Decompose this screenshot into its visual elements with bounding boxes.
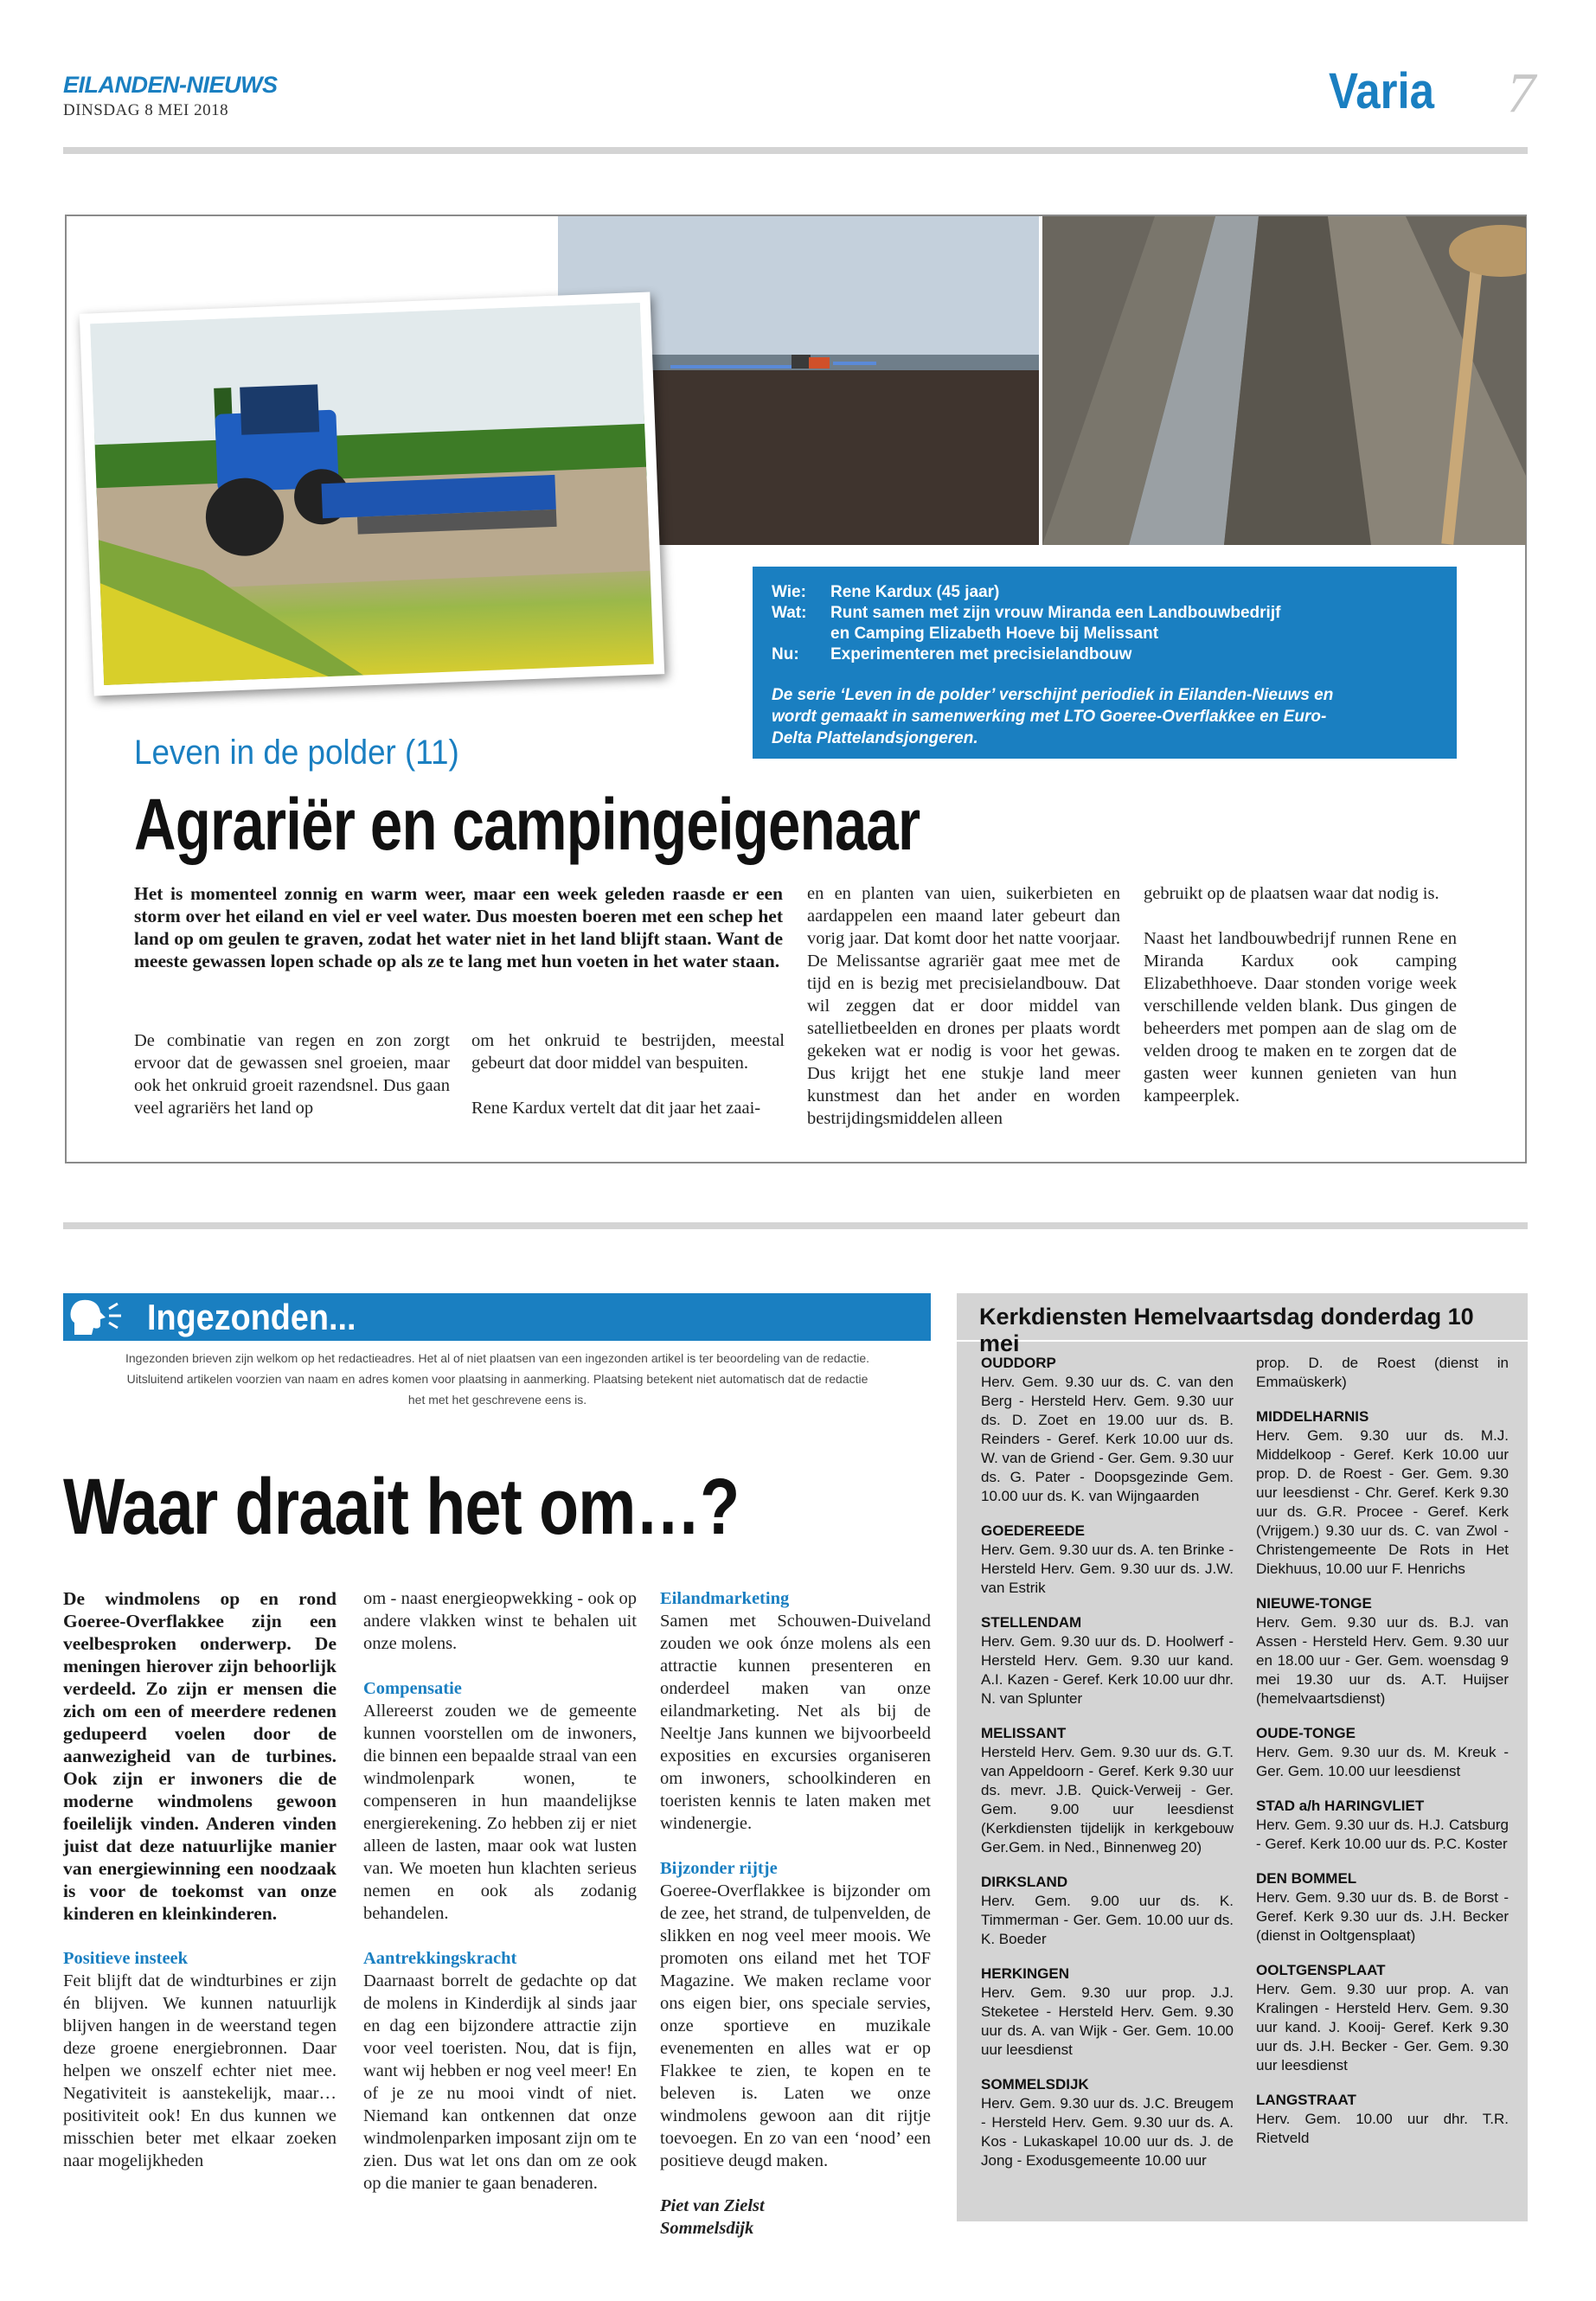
kerkdienst-text: Herv. Gem. 9.30 uur prop. A. van Kralingen - Hersteld Herv. Gem. 9.30 uur kand. J. Kooij- Geref. Kerk 9.30 uur ds. J.H. Becker - Ger. Gem. 9.30 uur leesdienst (1256, 1981, 1509, 2073)
article-lead: Het is momenteel zonnig en warm weer, maar een week geleden raasde er een storm over het eiland en viel er veel water. Dus moesten boeren met een schep het land op om geulen te graven, zodat het water niet in het land blijft staan. Want de meeste gewassen lopen schade op als ze te lang met hun voeten in het water staan. (134, 883, 783, 971)
disclaimer-line: het met het geschrevene eens is. (407, 1393, 587, 1407)
paragraph: Goeree-Overflakkee is bijzonder om de zee, het strand, de tulpenvelden, de slikken en nog veel meer moois. We promoten ons eiland met het TOF Magazine. We maken reclame voor ons eigen bier, ons speciale servies, onze sportieve en muzikale evenementen en alles wat er op Flakkee te zien, te kopen en te beleven is. Laten we onze windmolens gewoon aan dit rijtje toevoegen. En zo van een ‘nood’ een positieve deugd maken. (660, 1881, 931, 2170)
infobox-key: Wat: (772, 604, 807, 622)
infobox-value: Experimenteren met precisielandbouw (830, 645, 1132, 663)
page-number: 7 (1507, 61, 1535, 125)
letter-author: Piet van Zielst (660, 2196, 765, 2215)
kerkdienst-place: SOMMELSDIJK (981, 2076, 1089, 2093)
section-title: Varia (1329, 63, 1435, 119)
ingezonden-disclaimer (69, 1348, 926, 1410)
paragraph: Rene Kardux vertelt dat dit jaar het zaai- (471, 1099, 761, 1118)
kerkdienst-place: MIDDELHARNIS (1256, 1408, 1369, 1425)
photo-water-trench (1042, 216, 1526, 545)
masthead-logo: EILANDEN-NIEUWS (63, 72, 278, 98)
kerkdienst-text: Herv. Gem. 9.30 uur ds. C. van den Berg - Hersteld Herv. Gem. 9.30 uur ds. D. Zoet en 19.00 uur ds. B. Reinders - Geref. Kerk 10.00 uur ds. W. van de Griend - Ger. Gem. 9.30 uur ds. G. Pater - Doopsgezinde Gem. 10.00 uur ds. K. van Wijngaarden (981, 1374, 1234, 1504)
kerkdienst-place: STELLENDAM (981, 1614, 1082, 1631)
kerkdienst-place: OUDE-TONGE (1256, 1725, 1356, 1741)
paragraph: Allereerst zouden we de gemeente kunnen voorstellen om de inwoners, die binnen een bepaalde straal van een windmolenpark wonen, te compenseren in hun maandelijkse energierekening. Zo hebben zij er niet alleen de lasten, maar ook wat lusten van. We moeten hun klachten serieus nemen en ook als zodanig behandelen. (363, 1702, 637, 1923)
kerkdienst-place: OOLTGENSPLAAT (1256, 1962, 1386, 1978)
kerkdienst-text: Hersteld Herv. Gem. 9.30 uur ds. G.T. van Appeldoorn - Geref. Kerk 9.30 uur ds. mevr. J.B. Quick-Verweij - Ger. Gem. 9.00 uur leesdienst (Kerkdiensten tijdelijk in kerkgebouw Ger.Gem. in Ned., Binnenweg 20) (981, 1744, 1234, 1856)
profile-infobox (753, 567, 1457, 759)
infobox-value: Rene Kardux (45 jaar) (830, 583, 1000, 601)
kerkdienst-place: OUDDORP (981, 1355, 1056, 1371)
paragraph: Feit blijft dat de windturbines er zijn én blijven. We kunnen natuurlijk blijven hangen in de weerstand tegen deze groene energiebronnen. Daar helpen we onszelf echter niet mee. Negativiteit is aanstekelijk, maar… positiviteit ook! En dus kunnen we misschien beter met elkaar zoeken naar mogelijkheden (63, 1971, 337, 2170)
paragraph: gebruikt op de plaatsen waar dat nodig is. (1144, 884, 1439, 903)
section-rule (63, 1222, 1528, 1229)
kerkdienst-place: HERKINGEN (981, 1965, 1070, 1982)
infobox-row-who (772, 582, 1438, 603)
letter-subhead: Positieve insteek (63, 1949, 189, 1968)
kerkdienst-text: Herv. Gem. 9.00 uur ds. K. Timmerman - Ger. Gem. 10.00 uur ds. K. Boeder (981, 1893, 1234, 1947)
article-column-4 (1144, 882, 1457, 1107)
disclaimer-line: Uitsluitend artikelen voorzien van naam en adres komen voor plaatsing in aanmerking. Plaatsing betekent niet automatisch dat de redactie (126, 1372, 869, 1386)
photo-tractor (80, 292, 664, 695)
letter-subhead: Bijzonder rijtje (660, 1859, 778, 1878)
kerkdienst-text: Herv. Gem. 9.30 uur ds. B.J. van Assen - Hersteld Herv. Gem. 9.30 uur en 18.00 uur - Ger. Gem. woensdag 9 mei 19.30 uur ds. A.T. Huijser (hemelvaartsdienst) (1256, 1614, 1509, 1707)
infobox-key: Nu: (772, 645, 799, 663)
paragraph: om het onkruid te bestrijden, meestal gebeurt dat door middel van bespuiten. (471, 1031, 785, 1073)
kerkdienst-text: Herv. Gem. 10.00 uur dhr. T.R. Rietveld (1256, 2111, 1509, 2146)
ingezonden-title: Ingezonden... (147, 1297, 356, 1337)
kerkdiensten-column-left (981, 1354, 1234, 2170)
letter-lead: De windmolens op en rond Goeree-Overflakkee zijn een veelbesproken onderwerp. De meningen hierover zijn behoorlijk verdeeld. Zo zijn er mensen die zich om een of meerdere redenen gedupeerd voelen door de aanwezigheid van de turbines. Ook zijn er inwoners die de moderne windmolens gewoon foeilelijk vinden. Anderen vinden juist dat deze natuurlijke manier van energiewinning een noodzaak is voor de toekomst van onze kinderen en kleinkinderen. (63, 1588, 337, 1924)
paragraph: Daarnaast borrelt de gedachte op dat de molens in Kinderdijk al sinds jaar en dag een bijzondere attractie zijn voor veel toeristen. Nou, dat is fijn, want wij hebben er nog veel meer! En of je ze nu mooi vindt of niet. Niemand kan ontkennen dat onze windmolenparken imposant zijn om te zien. Dus wat let ons dan om ze ook op die manier te gaan benaderen. (363, 1971, 637, 2193)
disclaimer-line: Ingezonden brieven zijn welkom op het redactieadres. Het al of niet plaatsen van een ingezonden artikel is ter beoordeling van de redactie. (125, 1351, 869, 1365)
kerkdienst-text: Herv. Gem. 9.30 uur ds. H.J. Catsburg - Geref. Kerk 10.00 uur ds. P.C. Koster (1256, 1817, 1509, 1852)
header-rule (63, 147, 1528, 154)
kerkdienst-text: Herv. Gem. 9.30 uur prop. J.J. Steketee - Hersteld Herv. Gem. 9.30 uur ds. A. van Wijk - Ger. Gem. 10.00 uur leesdienst (981, 1984, 1234, 2058)
kerkdienst-text: Herv. Gem. 9.30 uur ds. B. de Borst - Geref. Kerk 9.30 uur ds. J.H. Becker (dienst in Ooltgensplaat) (1256, 1889, 1509, 1944)
kerkdiensten-column-right (1256, 1354, 1509, 2148)
infobox-key: Wie: (772, 583, 806, 601)
issue-date: DINSDAG 8 MEI 2018 (63, 101, 229, 119)
kerkdienst-continuation: prop. D. de Roest (dienst in Emmaüskerk) (1256, 1355, 1509, 1390)
kerkdienst-place: STAD a/h HARINGVLIET (1256, 1798, 1425, 1814)
article-column-2 (471, 1029, 785, 1119)
article-column-3: en en planten van uien, suikerbieten en aardappelen een maand later gebeurt dan vorig jaar. Dat komt door het natte voorjaar. De Melissantse agrariër gaat mee met de tijd en is bezig met precisielandbouw. Dat wil zeggen dat er door middel van satellietbeelden en drones per plaats wordt gekeken wat er nodig is voor het gewas. Dus krijgt het ene stukje land meer kunstmest dan het ander en worden bestrijdingsmiddelen alleen (807, 884, 1120, 1128)
article-column-1: De combinatie van regen en zon zorgt ervoor dat de gewassen snel groeien, maar ook het onkruid groeit razendsnel. Dus gaan veel agrariërs het land op (134, 1031, 450, 1118)
kerkdienst-place: DEN BOMMEL (1256, 1870, 1357, 1887)
kerkdienst-text: Herv. Gem. 9.30 uur ds. A. ten Brinke - Hersteld Herv. Gem. 9.30 uur ds. J.W. van Estrik (981, 1541, 1234, 1596)
kerkdienst-place: MELISSANT (981, 1725, 1067, 1741)
kerkdienst-place: LANGSTRAAT (1256, 2092, 1356, 2108)
letter-headline: Waar draait het om…? (63, 1463, 740, 1551)
letter-subhead: Compensatie (363, 1679, 462, 1698)
letter-column-1 (63, 1587, 337, 2172)
kerkdienst-text: Herv. Gem. 9.30 uur ds. J.C. Breugem - Hersteld Herv. Gem. 9.30 uur ds. A. Kos - Lukaskapel 10.00 uur ds. J. de Jong - Exodusgemeente 10.00 uur (981, 2095, 1234, 2169)
kerkdienst-place: GOEDEREEDE (981, 1522, 1085, 1539)
article-kicker: Leven in de polder (11) (134, 734, 459, 772)
paragraph: Naast het landbouwbedrijf runnen Rene en Miranda Kardux ook camping Elizabethhoeve. Daar stonden vorige week verschillende velden blank. Dus gingen de beheerders met pompen aan de slag om de velden droog te maken en te zorgen dat de gasten weer kunnen genieten van hun kampeerplek. (1144, 929, 1457, 1106)
kerkdienst-text: Herv. Gem. 9.30 uur ds. M.J. Middelkoop - Geref. Kerk 10.00 uur prop. D. de Roest - Ger. Gem. 9.30 uur leesdienst - Chr. Geref. Kerk 9.30 uur ds. G.R. Procee - Geref. Kerk (Vrijgem.) 9.30 uur ds. C. van Zwol - Christengemeente De Rots in Het Diekhuus, 10.00 uur F. Henrichs (1256, 1427, 1509, 1577)
kerkdiensten-title: Kerkdiensten Hemelvaartsdag donderdag 10 mei (957, 1293, 1528, 1342)
paragraph: om - naast energieopwekking - ook op andere vlakken winst te behalen uit onze molens. (363, 1589, 637, 1653)
article-headline: Agrariër en campingeigenaar (134, 784, 920, 865)
series-note: De serie ‘Leven in de polder’ verschijnt periodiek in Eilanden-Nieuws en wordt gemaakt in samenwerking met LTO Goeree-Overflakkee en Euro-Delta Plattelandsjongeren. (772, 686, 1334, 747)
infobox-row-now (772, 644, 1438, 665)
kerkdienst-text: Herv. Gem. 9.30 uur ds. M. Kreuk - Ger. Gem. 10.00 uur leesdienst (1256, 1744, 1509, 1779)
kerkdienst-place: NIEUWE-TONGE (1256, 1595, 1372, 1612)
paragraph: Samen met Schouwen-Duiveland zouden we ook ónze molens als een attractie kunnen presenteren en onderdeel maken van onze eilandmarketing. Net als bij de Neeltje Jans kunnen we bijvoorbeeld exposities en excursies organiseren om inwoners, schoolkinderen en toeristen kennis te laten maken met windenergie. (660, 1612, 931, 1833)
letter-column-2 (363, 1587, 637, 2195)
infobox-value: Runt samen met zijn vrouw Miranda een Landbouwbedrijf en Camping Elizabeth Hoeve bij Melissant (830, 604, 1281, 643)
letter-author-place: Sommelsdijk (660, 2219, 754, 2238)
infobox-row-what (772, 603, 1438, 644)
kerkdienst-text: Herv. Gem. 9.30 uur ds. D. Hoolwerf - Hersteld Herv. Gem. 9.30 uur kand. A.I. Kazen - Geref. Kerk 10.00 uur dhr. N. van Splunter (981, 1633, 1234, 1707)
letter-subhead: Aantrekkingskracht (363, 1949, 517, 1968)
letter-column-3 (660, 1587, 931, 2240)
speaking-head-icon (67, 1297, 130, 1338)
kerkdienst-place: DIRKSLAND (981, 1874, 1068, 1890)
letter-subhead: Eilandmarketing (660, 1589, 790, 1608)
